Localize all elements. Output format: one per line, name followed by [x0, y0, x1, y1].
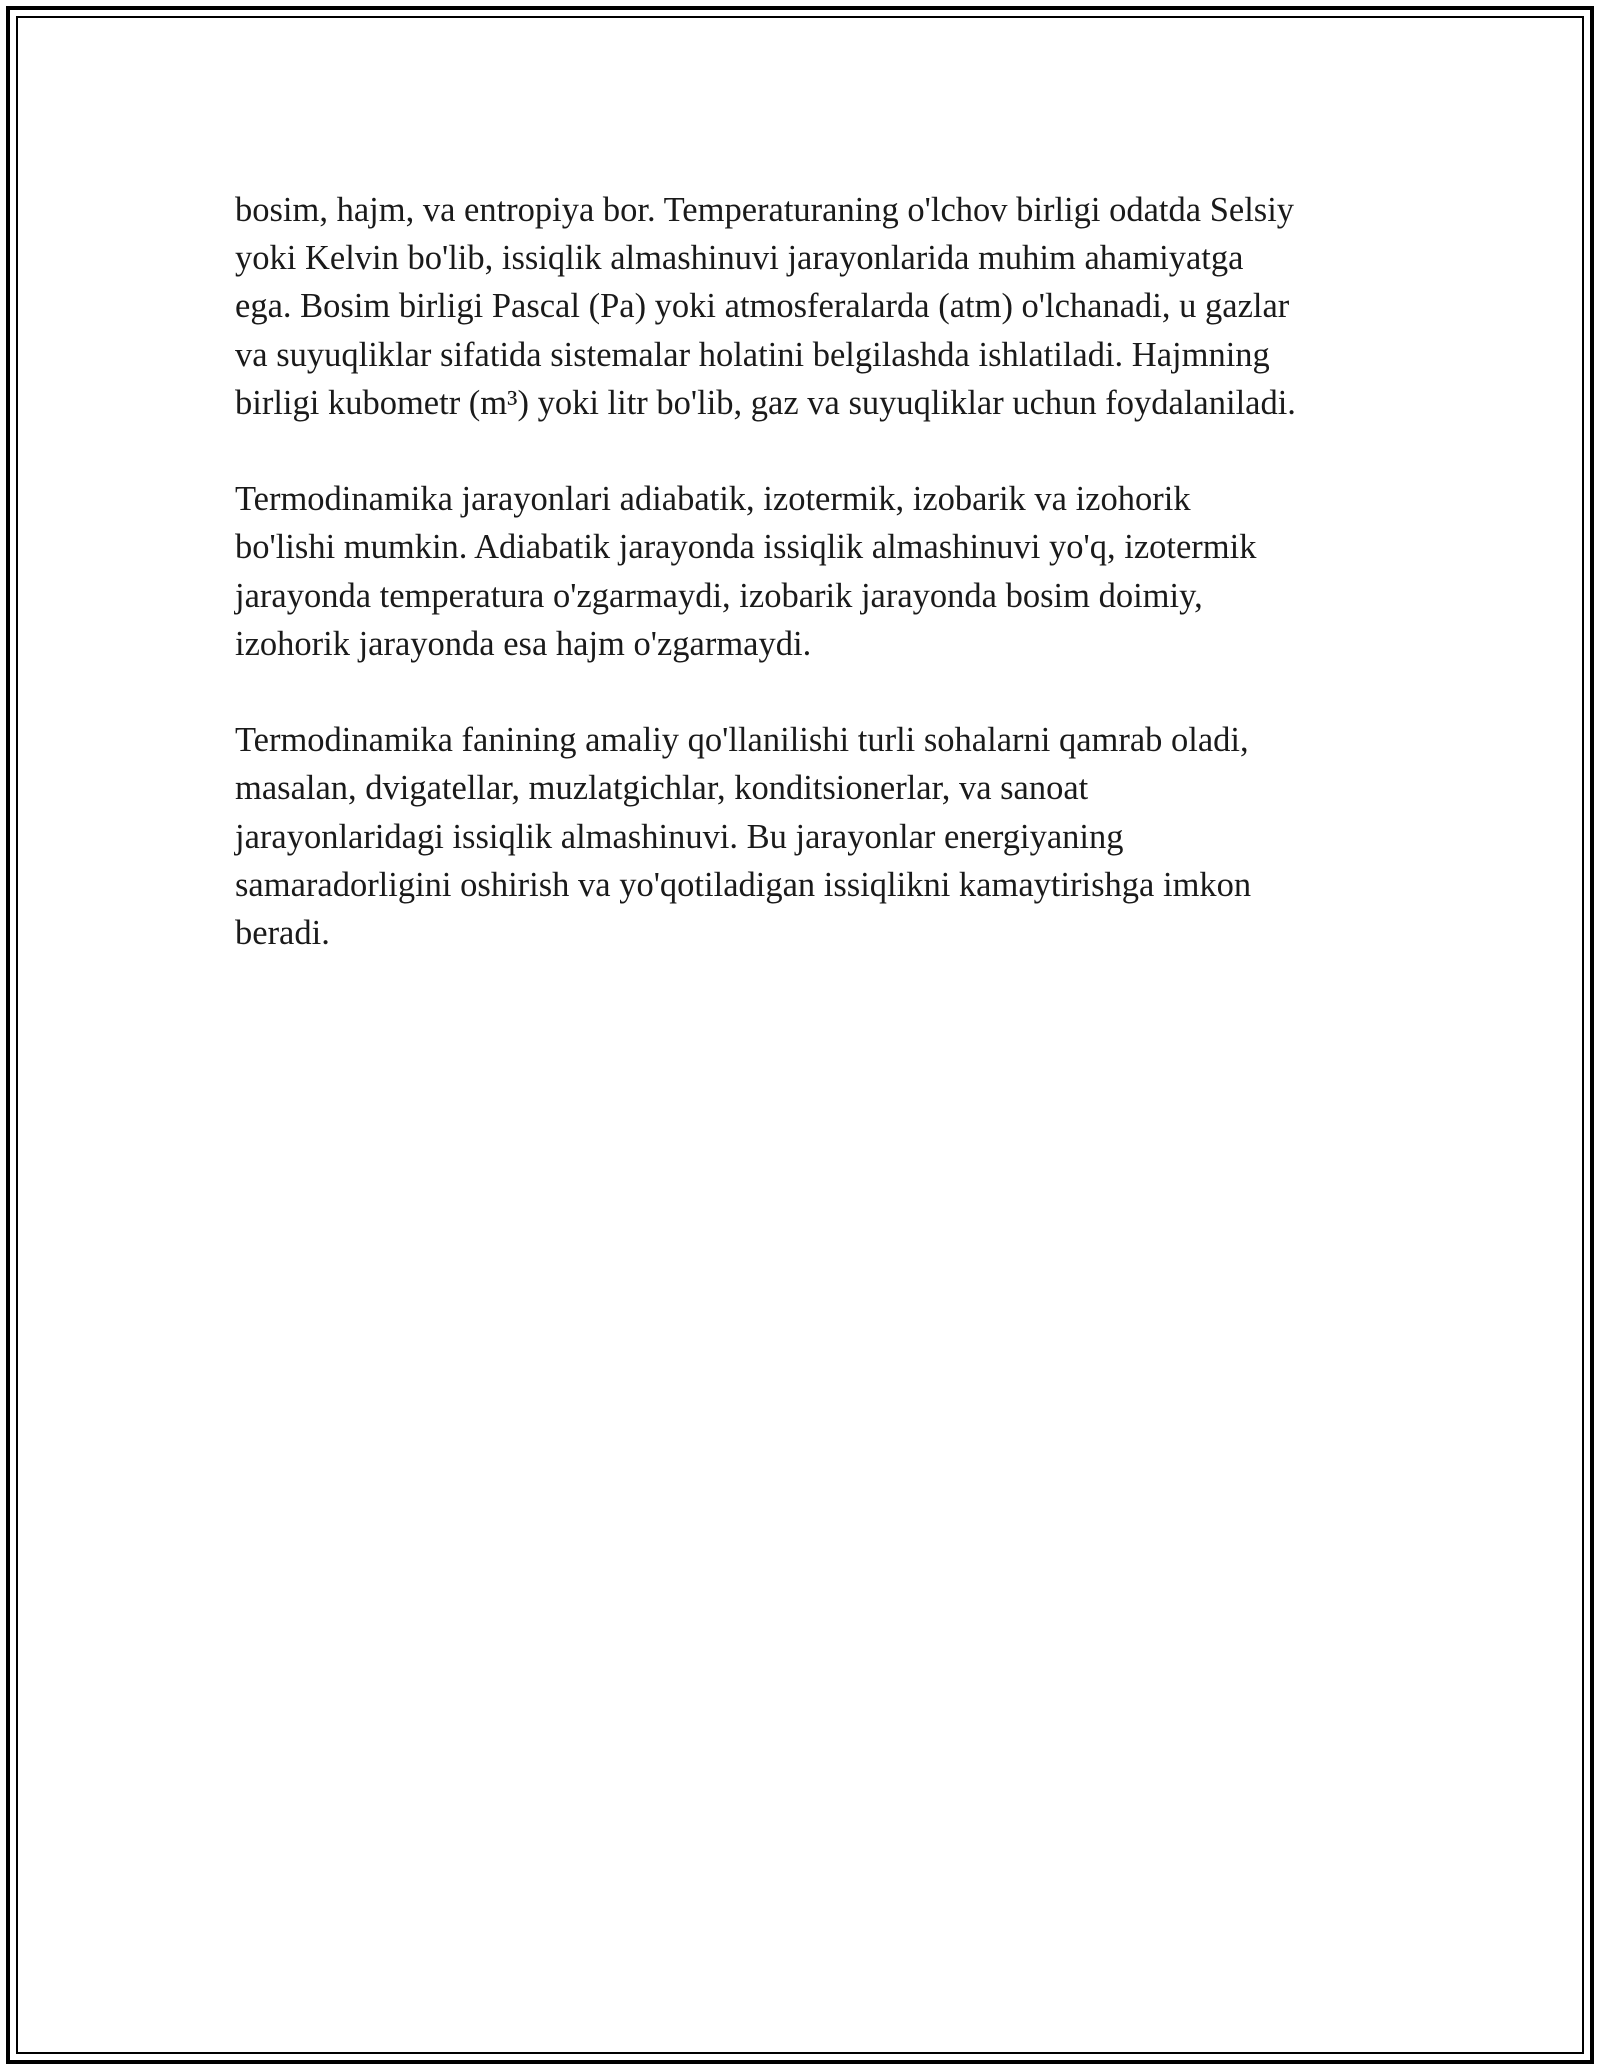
text-line: jarayonlaridagi issiqlik almashinuvi. Bu jarayonlar energiyaning [235, 817, 1124, 856]
text-line: samaradorligini oshirish va yo'qotiladigan issiqlikni kamaytirishga imkon [235, 865, 1252, 904]
text-line: bosim, hajm, va entropiya bor. Temperaturaning o'lchov birligi odatda Selsiy [235, 191, 1295, 229]
text-line: izohorik jarayonda esa hajm o'zgarmaydi. [235, 624, 812, 663]
text-line: jarayonda temperatura o'zgarmaydi, izobarik jarayonda bosim doimiy, [235, 576, 1203, 615]
paragraph-units [235, 186, 1375, 427]
text-line: ega. Bosim birligi Pascal (Pa) yoki atmosferalarda (atm) o'lchanadi, u gazlar [235, 287, 1290, 326]
text-line: Termodinamika fanining amaliy qo'llanilishi turli sohalarni qamrab oladi, [235, 721, 1249, 760]
text-line: beradi. [235, 914, 330, 953]
document-body [235, 186, 1375, 1005]
text-line: bo'lishi mumkin. Adiabatik jarayonda issiqlik almashinuvi yo'q, izotermik [235, 528, 1257, 567]
text-line: Termodinamika jarayonlari adiabatik, izotermik, izobarik va izohorik [235, 480, 1191, 519]
paragraph-applications [235, 716, 1375, 957]
text-line: masalan, dvigatellar, muzlatgichlar, konditsionerlar, va sanoat [235, 769, 1089, 808]
text-line: va suyuqliklar sifatida sistemalar holatini belgilashda ishlatiladi. Hajmning [235, 335, 1270, 374]
text-line: yoki Kelvin bo'lib, issiqlik almashinuvi jarayonlarida muhim ahamiyatga [235, 239, 1244, 278]
text-line: birligi kubometr (m³) yoki litr bo'lib, gaz va suyuqliklar uchun foydalaniladi. [235, 383, 1296, 422]
paragraph-processes [235, 475, 1375, 668]
